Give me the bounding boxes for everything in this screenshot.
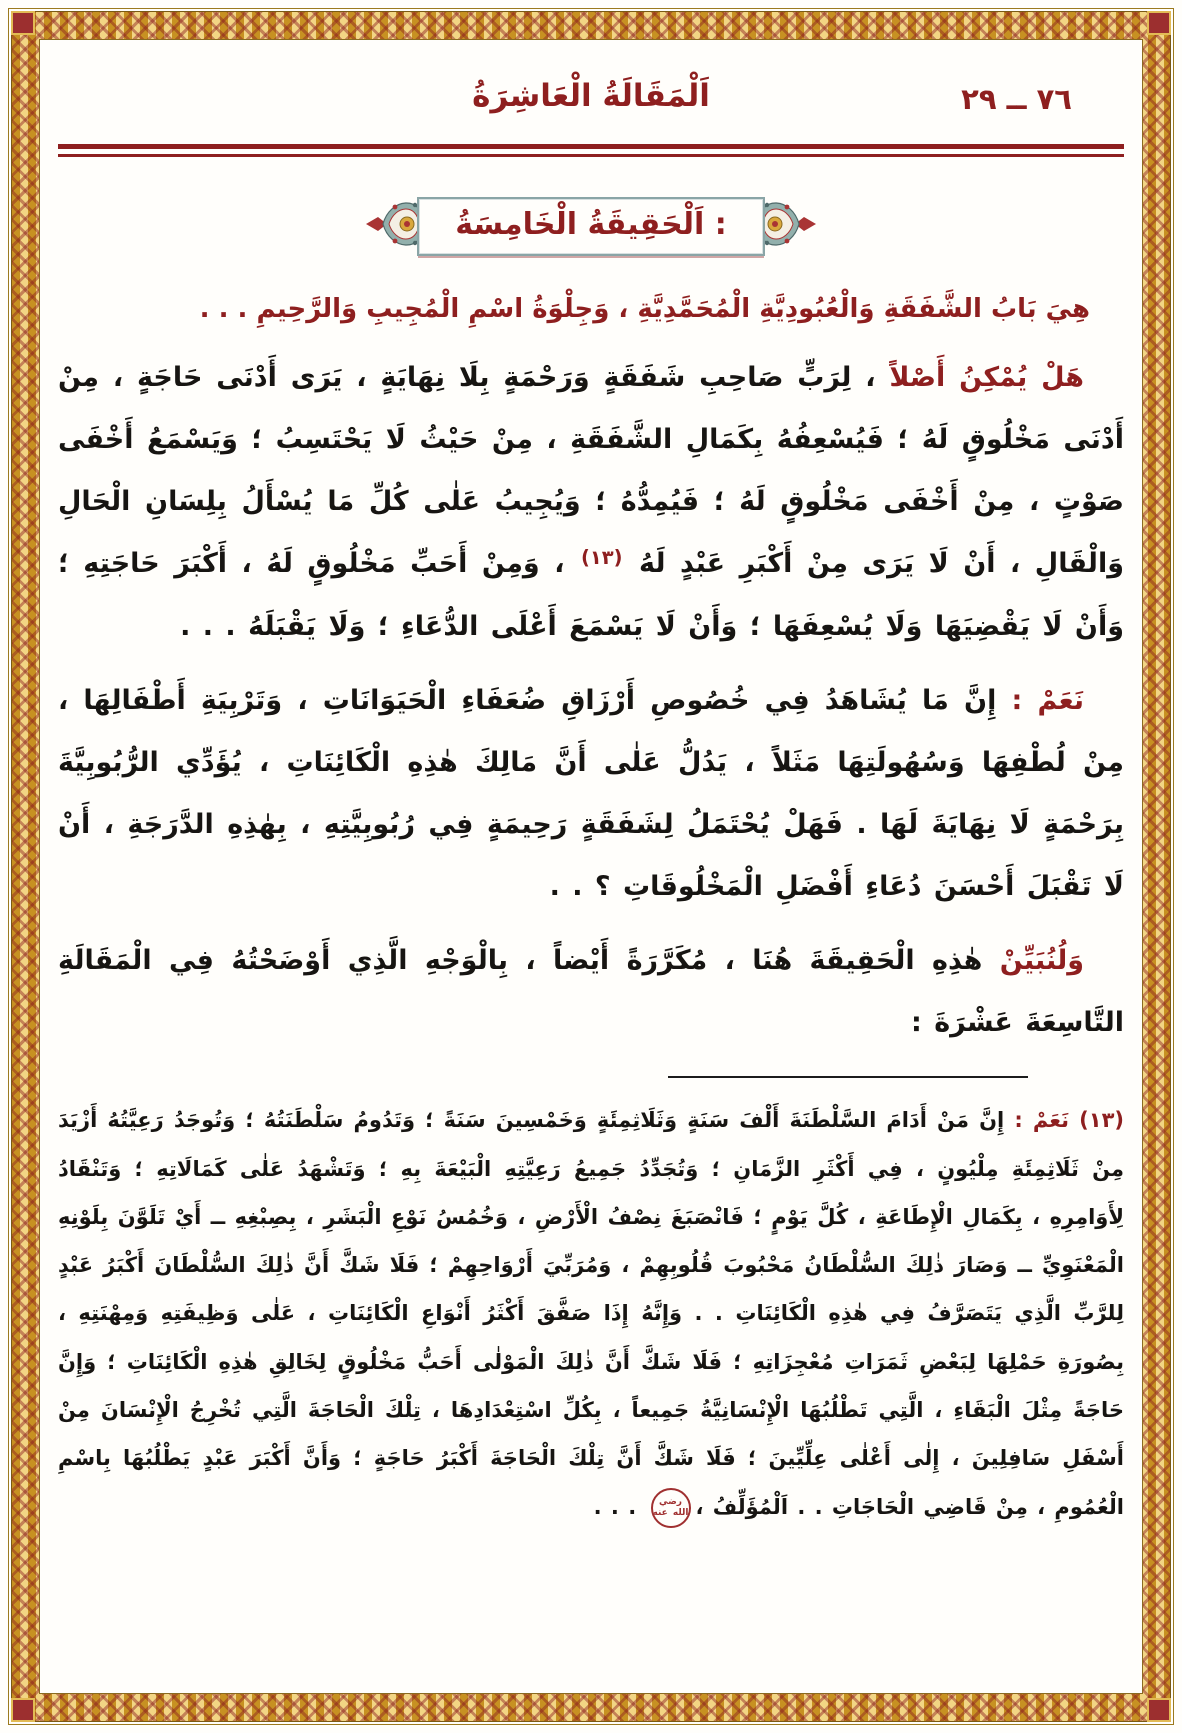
section-title-row [58, 187, 1124, 265]
paragraph-1-lead: هَلْ يُمْكِنُ أَصْلاً [889, 362, 1084, 394]
paragraph-2 [58, 670, 1124, 918]
footnote-text: إِنَّ مَنْ أَدَامَ السَّلْطَنَةَ أَلْفَ سَنَةٍ وَثَلَاثِمِئَةٍ وَخَمْسِينَ سَنَةً ؛ وَتَدُومُ سَلْطَنَتُهُ ؛ وَتُوجَدُ رَعِيَّتُهُ أَزْيَدَ مِنْ ثَلَاثِمِئَةِ مِلْيُونٍ ، فِي أَكْثَرِ الزَّمَانِ ؛ وَتُجَدِّدُ جَمِيعُ رَعِيَّتِهِ الْبَيْعَةَ بِهِ ؛ وَتَشْهَدُ عَلٰى كَمَالَاتِهِ ؛ وَتَنْقَادُ لِأَوَامِرِهِ ، بِكَمَالِ الْإِطَاعَةِ ، كُلَّ يَوْمٍ ؛ فَانْصَبَغَ نِصْفُ الْأَرْضِ ، وَخُمُسُ نَوْعِ الْبَشَرِ ، بِصِبْغِهِ ــ أَيْ تَلَوَّنَ بِلَوْنِهِ الْمَعْنَوِيِّ ــ وَصَارَ ذٰلِكَ السُّلْطَانُ مَحْبُوبَ قُلُوبِهِمْ ، وَمُرَبِّيَ أَرْوَاحِهِمْ ؛ فَلَا شَكَّ أَنَّ ذٰلِكَ السُّلْطَانَ أَكْبَرُ عَبْدٍ لِلرَّبِّ الَّذِي يَتَصَرَّفُ فِي هٰذِهِ الْكَائِنَاتِ . . وَإِنَّهُ إِذَا صَفَّقَ أَكْثَرُ أَنْوَاعِ الْكَائِنَاتِ ، عَلٰى وَظِيفَتِهِ وَمِهْنَتِهِ ، بِصُورَةِ حَمْلِهَا لِبَعْضِ ثَمَرَاتِ مُعْجِزَاتِهِ ؛ فَلَا شَكَّ أَنَّ ذٰلِكَ الْمَوْلٰى أَحَبُّ مَخْلُوقٍ لِخَالِقِ هٰذِهِ الْكَائِنَاتِ ؛ وَإِنَّ حَاجَةً مِثْلَ الْبَقَاءِ ، الَّتِي تَطْلُبُهَا الْإِنْسَانِيَّةُ جَمِيعاً ، بِكُلِّ اسْتِعْدَادِهَا ، تِلْكَ الْحَاجَةَ الَّتِي تُخْرِجُ الْإِنْسَانَ مِنْ أَسْفَلِ سَافِلِينَ ، إِلٰى أَعْلٰى عِلِّيِّينَ ؛ فَلَا شَكَّ أَنَّ تِلْكَ الْحَاجَةَ أَكْبَرُ حَاجَةٍ ؛ وَأَنَّ أَكْبَرَ عَبْدٍ يَطْلُبُهَا بِاسْمِ الْعُمُومِ ، مِنْ قَاضِي الْحَاجَاتِ . . اَلْمُؤَلِّفُ ، [58, 1108, 1124, 1519]
paragraph-1-text-b: ، وَمِنْ أَحَبِّ مَخْلُوقٍ لَهُ ، أَكْبَرَ حَاجَتِهِ ؛ وَأَنْ لَا يَقْضِيَهَا وَلَا يُسْعِفَهَا ؛ وَأَنْ لَا يَسْمَعَ أَعْلَى الدُّعَاءِ ؛ وَلَا يَقْبَلَهُ . . . [58, 548, 1124, 642]
section-title-box [417, 197, 764, 256]
footnote-marker-ref: (١٣) [581, 545, 623, 569]
footnote [58, 1096, 1124, 1531]
border-corner-knot [11, 1698, 35, 1722]
header-rule [58, 144, 1124, 157]
footnote-marker: (١٣) [1079, 1108, 1124, 1133]
page-content [58, 52, 1124, 1691]
footnote-lead: نَعَمْ : [1014, 1108, 1080, 1133]
border-corner-knot [1147, 11, 1171, 35]
paragraph-1-text-a: ، لِرَبٍّ صَاحِبِ شَفَقَةٍ وَرَحْمَةٍ بِلَا نِهَايَةٍ ، يَرَى أَدْنَى حَاجَةٍ ، مِنْ أَدْنَى مَخْلُوقٍ لَهُ ؛ فَيُسْعِفُهُ بِكَمَالِ الشَّفَقَةِ ، مِنْ حَيْثُ لَا يَحْتَسِبُ ؛ وَيَسْمَعُ أَخْفَى صَوْتٍ ، مِنْ أَخْفَى مَخْلُوقٍ لَهُ ؛ فَيُمِدُّهُ ؛ وَيُجِيبُ عَلٰى كُلِّ مَا يُسْأَلُ بِلِسَانِ الْحَالِ وَالْقَالِ ، أَنْ لَا يَرَى مِنْ أَكْبَرِ عَبْدٍ لَهُ [58, 362, 1124, 580]
paragraph-2-lead: نَعَمْ : [1011, 684, 1085, 716]
section-title: اَلْحَقِيقَةُ الْخَامِسَةُ : [455, 206, 727, 242]
paragraph-3-lead: وَلُنُبَيِّنْ [999, 945, 1084, 977]
paragraph-2-text: إِنَّ مَا يُشَاهَدُ فِي خُصُوصِ أَرْزَاقِ ضُعَفَاءِ الْحَيَوَانَاتِ ، وَتَرْبِيَةِ أَطْفَالِهَا ، مِنْ لُطْفِهَا وَسُهُولَتِهَا مَثَلاً ، يَدُلُّ عَلٰى أَنَّ مَالِكَ هٰذِهِ الْكَائِنَاتِ ، يُؤَدِّي الرُّبُوبِيَّةَ بِرَحْمَةٍ لَا نِهَايَةَ لَهَا . فَهَلْ يُحْتَمَلُ لِشَفَقَةٍ رَحِيمَةٍ فِي رُبُوبِيَّتِهِ ، بِهٰذِهِ الدَّرَجَةِ ، أَنْ لَا تَقْبَلَ أَحْسَنَ دُعَاءِ أَفْضَلِ الْمَخْلُوقَاتِ ؟ . . [58, 684, 1124, 902]
footnote-ellipsis: . . . [593, 1494, 646, 1519]
paragraph-3-text: هٰذِهِ الْحَقِيقَةَ هُنَا ، مُكَرَّرَةً أَيْضاً ، بِالْوَجْهِ الَّذِي أَوْضَحْتُهُ فِي الْمَقَالَةِ التَّاسِعَةَ عَشْرَةَ : [58, 945, 1124, 1039]
page-header [58, 78, 1124, 134]
page-number: ٧٦ ــ ٢٩ [961, 82, 1072, 116]
paragraph-3 [58, 930, 1124, 1054]
footnote-separator [668, 1076, 1028, 1078]
section-subtitle: هِيَ بَابُ الشَّفَقَةِ وَالْعُبُودِيَّةِ الْمُحَمَّدِيَّةِ ، وَجِلْوَةُ اسْمِ الْمُجِيبِ وَالرَّحِيمِ . . . [199, 294, 1090, 324]
border-corner-knot [1147, 1698, 1171, 1722]
paragraph-1 [58, 347, 1124, 657]
border-corner-knot [11, 11, 35, 35]
page-title: اَلْمَقَالَةُ الْعَاشِرَةُ [472, 78, 710, 114]
author-seal-icon: رضي الله عنه [651, 1488, 691, 1528]
